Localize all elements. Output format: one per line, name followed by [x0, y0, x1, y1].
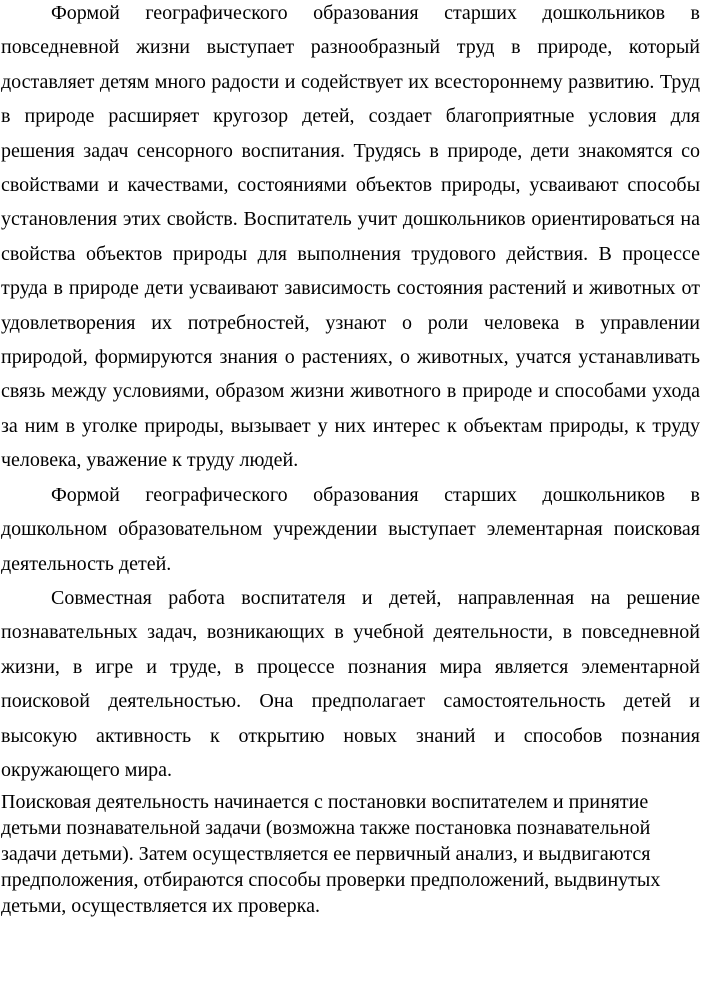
paragraph-joint-work: Совместная работа воспитателя и детей, направленная на решение познавательных задач, возникающих в учебной деятельности, в повседневной жизни, в игре и труде, в процессе познания мира является элементарной поисковой деятельностью. Она предполагает самостоятельность детей и высокую активность к открытию новых знаний и способов познания окружающего мира. [1, 586, 700, 781]
paragraph-search-activity-form: Формой географического образования старших дошкольников в дошкольном образовательном учреждении выступает элементарная поисковая деятельность детей. [1, 483, 700, 575]
paragraph-search-activity-stages: Поисковая деятельность начинается с постановки воспитателем и принятие детьми познавательной задачи (возможна также постановка познавательной задачи детьми). Затем осуществляется ее первичный анализ, и выдвигаются предположения, отбираются способы проверки предположений, выдвинутых детьми, осуществляется их проверка. [1, 791, 661, 918]
paragraph-labor-in-nature: Формой географического образования старших дошкольников в повседневной жизни выступает разнообразный труд в природе, который доставляет детям много радости и содействует их всестороннему развитию. Труд в природе расширяет кругозор детей, создает благоприятные условия для решения задач сенсорного воспитания. Трудясь в природе, дети знакомятся со свойствами и качествами, состояниями объектов природы, усваивают способы установления этих свойств. Воспитатель учит дошкольников ориентироваться на свойства объектов природы для выполнения трудового действия. В процессе труда в природе дети усваивают зависимость состояния растений и животных от удовлетворения их потребностей, узнают о роли человека в управлении природой, формируются знания о растениях, о животных, учатся устанавливать связь между условиями, образом жизни животного в природе и способами ухода за ним в уголке природы, вызывает у них интерес к объектам природы, к труду человека, уважение к труду людей. [1, 2, 700, 472]
